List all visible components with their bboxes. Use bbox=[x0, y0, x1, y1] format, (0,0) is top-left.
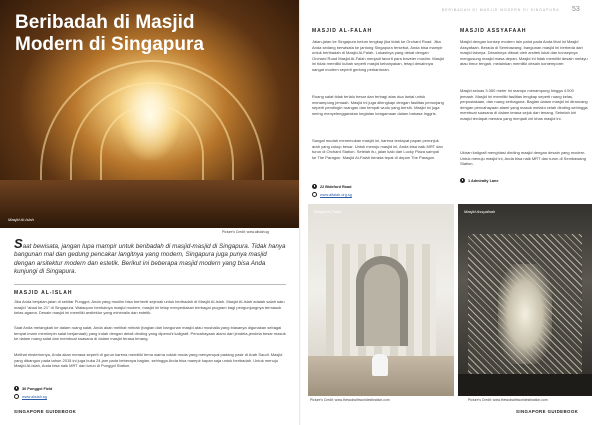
assyafaah-address: 1 Admiralty Lane bbox=[460, 178, 498, 183]
al-islah-address: 30 Punggol Field bbox=[14, 386, 52, 391]
section-title-al-islah: MASJID AL-ISLAH bbox=[14, 290, 73, 296]
left-footer: SINGAPORE GUIDEBOOK bbox=[14, 409, 77, 414]
al-islah-website[interactable]: www.alislah.sg bbox=[14, 394, 47, 399]
assyafaah-paragraph-3: Ukiran kaligrafi menghiasi dinding masjid dengan desain yang modern. Untuk menuju masjid ini, Anda bisa naik MRT dan turun di Sembawang Station. bbox=[460, 150, 586, 167]
al-falah-address: 22 Bideford Road bbox=[312, 184, 351, 189]
al-islah-paragraph-2: Saat Anda melangkah ke dalam ruang salat, Anda akan melihat mihrab (bagian dari bangunan masjid atau mushalla yang biasanya digunakan sebagai tempat imam memimpin salat berjamaah) yang indah dengan detail dinding yang dipenuhi kaligrafi. Pencahayaan alami dari jendela-jendela besar masuk ke dalam ruang salat dan membuat suasana di dalam masjid terasa tenang. bbox=[14, 325, 286, 342]
intro-dropcap: S bbox=[14, 236, 23, 251]
assyafaah-photo-caption: Masjid Assyafaah bbox=[464, 209, 496, 214]
location-pin-icon bbox=[14, 386, 19, 391]
right-footer: SINGAPORE GUIDEBOOK bbox=[516, 409, 579, 414]
globe-icon bbox=[312, 192, 317, 197]
running-head: BERIBADAH DI MASJID MODERN DI SINGAPURA bbox=[442, 8, 560, 12]
hero-photo-masjid-al-islah bbox=[0, 0, 300, 228]
photo-masjid-assyafaah bbox=[458, 204, 592, 396]
photo-masjid-al-falah bbox=[308, 204, 454, 396]
divider bbox=[14, 284, 286, 285]
assyafaah-photo-credit: Picture's Credit: www.thewokwithworldestination.com bbox=[468, 398, 548, 402]
al-islah-paragraph-3: Melihat eksteriornya, Anda akan merasa seperti di gurun karena memiliki tema warna coklat muda yang menyerupai padang pasir di Arab Saudi. Masjid yang dibangun pada tahun 2015 ini juga buka 24 jam pada beberapa bagian, sehingga Anda bisa mampir kapan saja untuk beribadah. Untuk menuju Masjid Al-Islah, Anda bisa naik MRT dan turun di Punggol Station. bbox=[14, 352, 283, 369]
intro-paragraph: Saat bewisata, jangan lupa mampir untuk beribadah di masjid-masjid di Singapura. Tidak hanya bangunan mal dan gedung pencakar langitnya yang modern, Singapura juga punya masjid dengan arsitektur modern dan estetik. Berikut ini beberapa masjid modern yang bisa Anda kunjungi di Singapura. bbox=[14, 236, 286, 275]
hero-credit: Picture's Credit: www.alislah.sg bbox=[222, 230, 270, 234]
al-falah-photo-credit: Picture's Credit: www.thewokwithworldestination.com bbox=[310, 398, 390, 402]
section-title-al-falah: MASJID AL-FALAH bbox=[312, 28, 373, 34]
section-title-assyafaah: MASJID ASSYAFAAH bbox=[460, 28, 527, 34]
assyafaah-paragraph-2: Masjid seluas 3.350 meter ini mampu menampung hingga 4.000 jemaah. Masjid ini memiliki fasilitas lengkap seperti ruang kelas, perpustakaan, dan ruang serbaguna. Bagian dalam masjid ini dirancang dengan pencahayaan alami yang masuk melalui celah dinding sehingga membuat suasana di dalam terasa sejuk dan tenang. Sebelah kiri masjid terdapat menara yang menjadi ciri khas masjid ini. bbox=[460, 88, 588, 121]
globe-icon bbox=[14, 394, 19, 399]
al-falah-paragraph-1: Jalan-jalan ke Singapura belum lengkap jika tidak ke Orchard Road. Jika Anda sedang berwisata ke jantung Singapura tersebut, Anda bisa mampir untuk beribadah di Masjid Al-Falah. Lokasinya yang dekat dengan Orchard Road Masjid Al-Falah menjadi favorit para traveler muslim. Masjid ini tidak memiliki kubah seperti masjid kebanyakan, tetapi desainnya sangat modern seperti gedung perkantoran. bbox=[312, 39, 444, 72]
page-number: 53 bbox=[572, 6, 580, 13]
al-islah-paragraph-1: Jika Anda berjalan-jalan di sekitar Punggol, Anda yang muslim bisa berhenti sejenak untuk beribadah di Masjid Al-Islah. Masjid Al-Islah adalah salah satu masjid "abad ke-21" di Singapura. Walaupun bentuknya masjid modern, masjid ini tetap menyediakan berbagai program bagi pengunjungnya termasuk kelas agama. Desain masjid ini memiliki arsitektur yang minimalis dan estetik. bbox=[14, 299, 285, 316]
right-page bbox=[300, 0, 600, 425]
al-falah-paragraph-3: Sangat mudah menemukan masjid ini, karena terdapat papan penunjuk arah yang cukup besar. Untuk menuju masjid ini, Anda bisa naik MRT dan turun di Orchard Station. Setelah itu, jalan kaki dari Lucky Plaza sampai ke The Paragon. Masjid Al-Falah berada tepat di depan The Paragon. bbox=[312, 138, 443, 160]
location-pin-icon bbox=[312, 184, 317, 189]
al-falah-website[interactable]: www.alfalah.org.sg bbox=[312, 192, 352, 197]
page-title: Beribadah di Masjid Modern di Singapura bbox=[15, 12, 204, 55]
hero-caption: Masjid Al-Islah bbox=[8, 217, 34, 222]
al-falah-photo-caption: Masjid Al-Falah bbox=[314, 209, 342, 214]
al-falah-paragraph-2: Ruang salat tidak terlalu besar dan terbagi atas dua lantai untuk menampung jemaah. Masjid ini juga dilengkapi dengan fasilitas penunjang seperti pendingin ruangan dan tempat wudu yang bersih. Masjid ini juga sering menyelenggarakan kegiatan keagamaan dalam bahasa Inggris. bbox=[312, 94, 444, 116]
location-pin-icon bbox=[460, 178, 465, 183]
assyafaah-paragraph-1: Masjid dengan konsep modern lain patut pada Anda lihat ini Masjid Assyafaah. Berada di Sembawang, bangunan masjid ini berbeda dari masjid lainnya. Desainnya dibuat oleh arsitek lokal dan konsepnya mengusung masjid masa depan. Masjid ini tidak memiliki desain melayu atau timur tengah, melainkan memiliki desain kontemporer. bbox=[460, 39, 588, 67]
